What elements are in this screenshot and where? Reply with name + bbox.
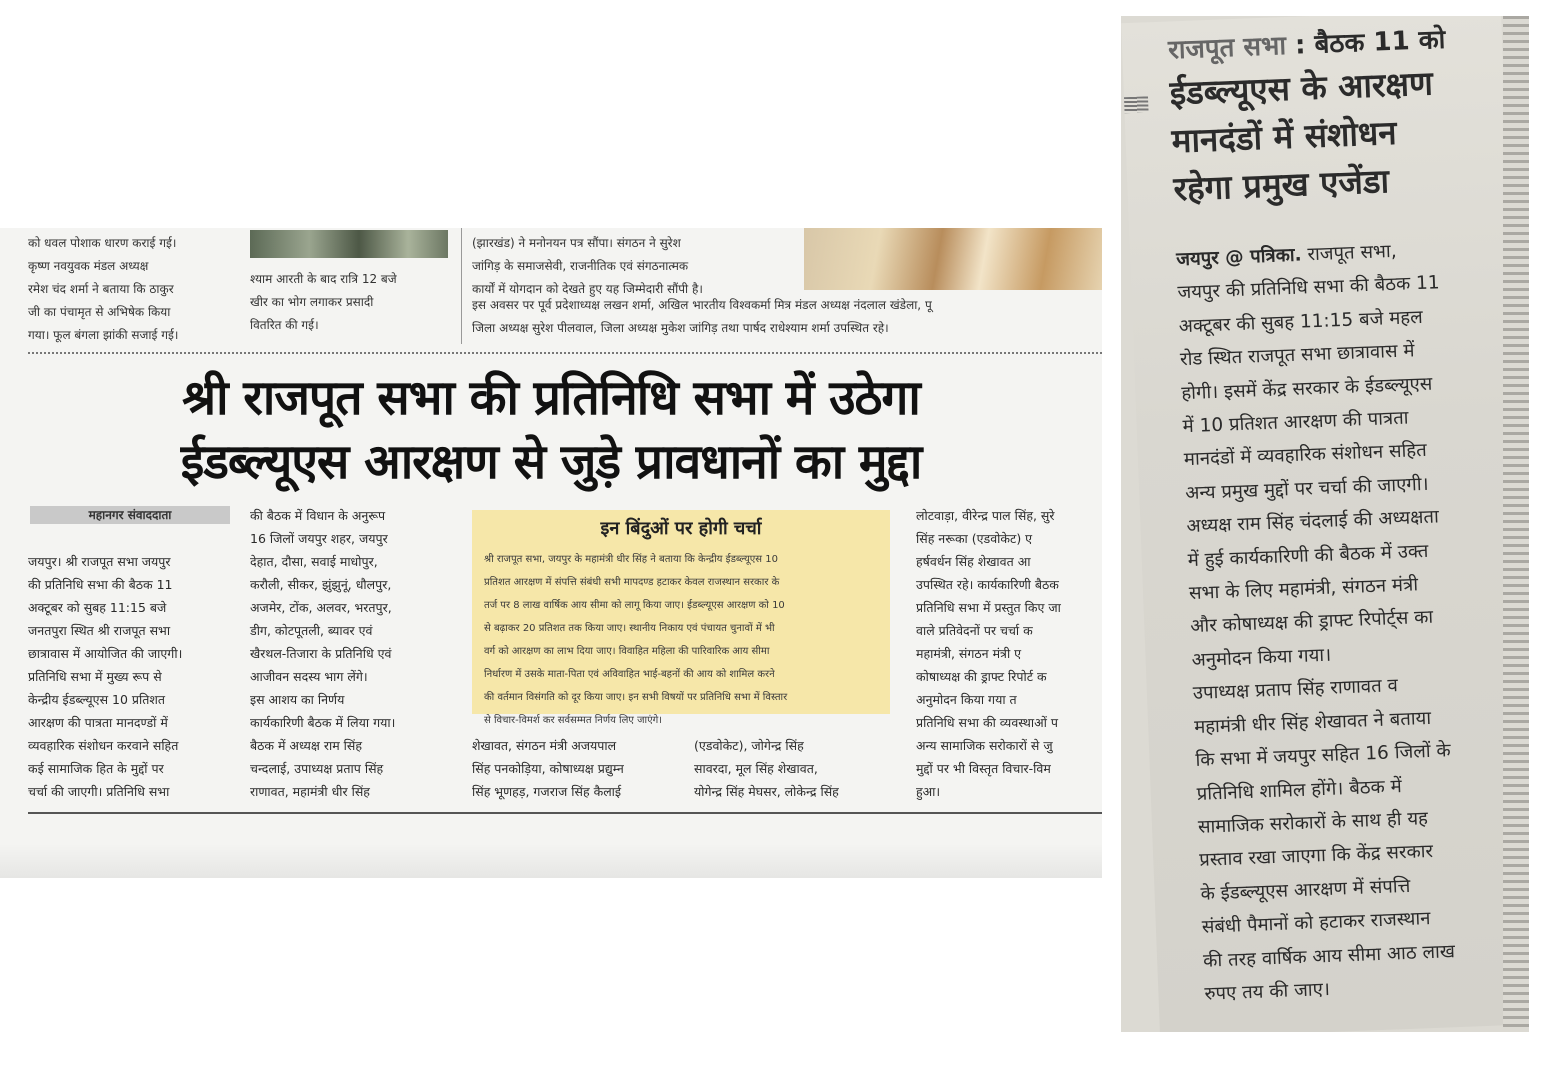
text-line: अन्य प्रमुख मुद्दों पर चर्चा की जाएगी। <box>1184 473 1429 505</box>
text-line: प्रतिनिधि शामिल होंगे। बैठक में <box>1196 775 1403 805</box>
text-line: हुआ। <box>916 784 941 799</box>
text-line: होगी। इसमें केंद्र सरकार के ईडब्ल्यूएस <box>1180 373 1433 404</box>
text-line: निर्धारण में उसके माता-पिता एवं अविवाहित भाई-बहनों की आय को शामिल करने <box>484 669 775 680</box>
plant-photo <box>250 230 448 258</box>
group-photo <box>804 228 1102 290</box>
body-col-2 <box>250 504 448 803</box>
text-line: की बैठक में विधान के अनुरूप <box>250 508 386 523</box>
text-line: देहात, दौसा, सवाई माधोपुर, <box>250 554 378 569</box>
top-col-3 <box>472 232 792 301</box>
text-line: अक्टूबर को सुबह 11:15 बजे <box>28 600 167 615</box>
text-line: से बढ़ाकर 20 प्रतिशत तक किया जाए। स्थानीय निकाय एवं पंचायत चुनावों में भी <box>484 623 775 634</box>
text-line: सामाजिक सरोकारों के साथ ही यह <box>1197 808 1429 838</box>
text-line: प्रतिनिधि सभा में प्रस्तुत किए जा <box>916 600 1061 615</box>
text-line: केन्द्रीय ईडब्ल्यूएस 10 प्रतिशत <box>28 692 166 707</box>
text-line: अनुमोदन किया गया। <box>1191 644 1332 671</box>
text-line: अक्टूबर की सुबह 11:15 बजे महल <box>1178 306 1424 338</box>
text-line: चर्चा की जाएगी। प्रतिनिधि सभा <box>28 784 170 799</box>
text-line: सभा के लिए महामंत्री, संगठन मंत्री <box>1188 574 1419 605</box>
text-line: अनुमोदन किया गया त <box>916 692 1017 707</box>
text-line: खैरथल-तिजारा के प्रतिनिधि एवं <box>250 646 392 661</box>
torn-edge <box>1503 16 1529 1032</box>
text-line: कई सामाजिक हित के मुद्दों पर <box>28 761 164 776</box>
text-line: अन्य सामाजिक सरोकारों से जु <box>916 738 1053 753</box>
text-line: (एडवोकेट), जोगेन्द्र सिंह <box>694 738 804 753</box>
text-line: को धवल पोशाक धारण कराई गई। <box>28 236 177 250</box>
text-line: प्रतिशत आरक्षण में संपत्ति संबंधी सभी मापदण्ड हटाकर केवल राजस्थान सरकार के <box>484 577 780 588</box>
column-divider <box>461 228 462 344</box>
text-line: जनतपुरा स्थित श्री राजपूत सभा <box>28 623 171 638</box>
text-line: जी का पंचामृत से अभिषेक किया <box>28 305 171 319</box>
text-line: राणावत, महामंत्री धीर सिंह <box>250 784 370 799</box>
text-line: महामंत्री धीर सिंह शेखावत ने बताया <box>1193 707 1432 738</box>
text-line: में 10 प्रतिशत आरक्षण की पात्रता <box>1182 407 1409 438</box>
margin-marks <box>1124 96 1149 113</box>
text-line: बैठक में अध्यक्ष राम सिंह <box>250 738 362 753</box>
text-line: सिंह पनकोड़िया, कोषाध्यक्ष प्रद्युम्न <box>472 761 624 776</box>
text-line: की वर्तमान विसंगति को दूर किया जाए। इन सभी विषयों पर प्रतिनिधि सभा में विस्तार <box>484 692 788 703</box>
text-line: प्रतिनिधि सभा की व्यवस्थाओं प <box>916 715 1058 730</box>
text-line: सिंह भूणहड़, गजराज सिंह कैलाई <box>472 784 622 799</box>
highlight-box <box>472 510 890 726</box>
text-line: श्री राजपूत सभा, जयपुर के महामंत्री धीर सिंह ने बताया कि केन्द्रीय ईडब्ल्यूएस 10 <box>484 554 778 565</box>
text-line: अजमेर, टोंक, अलवर, भरतपुर, <box>250 600 392 615</box>
text-line: और कोषाध्यक्ष की ड्राफ्ट रिपोर्ट्स का <box>1189 607 1434 638</box>
text-line: कार्यों में योगदान को देखते हुए यह जिम्मेदारी सौंपी है। <box>472 282 703 296</box>
text-line: कोषाध्यक्ष की ड्राफ्ट रिपोर्ट क <box>916 669 1047 684</box>
text-line: वितरित की गई। <box>250 318 319 332</box>
text-line: कि सभा में जयपुर सहित 16 जिलों के <box>1195 740 1452 772</box>
paper-sheet <box>1121 16 1529 1032</box>
text-line: लोटवाड़ा, वीरेन्द्र पाल सिंह, सुरे <box>916 508 1055 523</box>
left-newspaper-clipping <box>0 228 1102 878</box>
text-line: इस आशय का निर्णय <box>250 692 345 707</box>
text-line: आजीवन सदस्य भाग लेंगे। <box>250 669 368 684</box>
right-headline <box>1167 19 1494 213</box>
dateline: जयपुर @ पत्रिका. <box>1175 244 1303 271</box>
text-line: श्याम आरती के बाद रात्रि 12 बजे <box>250 272 397 286</box>
text-line: तर्ज पर 8 लाख वार्षिक आय सीमा को लागू किया जाए। ईडब्ल्यूएस आरक्षण को 10 <box>484 600 785 611</box>
text-line: रुपए तय की जाए। <box>1204 978 1331 1005</box>
main-headline <box>0 366 1102 494</box>
first-line-text: राजपूत सभा, <box>1301 240 1398 266</box>
headline-line: मानदंडों में संशोधन <box>1170 112 1398 161</box>
text-line: इस अवसर पर पूर्व प्रदेशाध्यक्ष लखन शर्मा, अखिल भारतीय विश्वकर्मा मित्र मंडल अध्यक्ष नंदलाल खंडेला, पू <box>472 298 932 312</box>
text-line: आरक्षण की पात्रता मानदण्डों में <box>28 715 168 730</box>
text-line: मानदंडों में व्यवहारिक संशोधन सहित <box>1183 440 1428 471</box>
top-strip <box>0 228 1102 348</box>
kicker-label: राजपूत सभा <box>1167 30 1287 66</box>
headline-line: ईडब्ल्यूएस के आरक्षण <box>1169 63 1434 113</box>
text-line: संबंधी पैमानों को हटाकर राजस्थान <box>1201 908 1431 938</box>
text-line: उपस्थित रहे। कार्यकारिणी बैठक <box>916 577 1059 592</box>
text-line: व्यवहारिक संशोधन करवाने सहित <box>28 738 179 753</box>
text-line: वर्ग को आरक्षण का लाभ दिया जाए। विवाहित महिला की पारिवारिक आय सीमा <box>484 646 770 657</box>
text-line: कृष्ण नवयुवक मंडल अध्यक्ष <box>28 259 149 273</box>
text-line: जयपुर की प्रतिनिधि सभा की बैठक 11 <box>1177 272 1441 304</box>
body-col-5 <box>916 504 1102 803</box>
text-line: सावरदा, मूल सिंह शेखावत, <box>694 761 818 776</box>
top-wide-text <box>472 294 1102 340</box>
right-body <box>1176 231 1529 1011</box>
body-col-4 <box>694 734 894 803</box>
headline-line: रहेगा प्रमुख एजेंडा <box>1172 161 1390 209</box>
text-line: रमेश चंद शर्मा ने बताया कि ठाकुर <box>28 282 174 296</box>
text-line: मुद्दों पर भी विस्तृत विचार-विम <box>916 761 1051 776</box>
text-line: योगेन्द्र सिंह मेघसर, लोकेन्द्र सिंह <box>694 784 839 799</box>
bottom-rule <box>28 812 1102 814</box>
text-line: गया। फूल बंगला झांकी सजाई गई। <box>28 328 179 342</box>
text-line: कार्यकारिणी बैठक में लिया गया। <box>250 715 396 730</box>
text-line: सिंह नरूका (एडवोकेट) ए <box>916 531 1033 546</box>
text-line: करौली, सीकर, झुंझुनूं, धौलपुर, <box>250 577 392 592</box>
headline-line-2: ईडब्ल्यूएस आरक्षण से जुड़े प्रावधानों का मुद्दा <box>180 434 922 490</box>
text-line: शेखावत, संगठन मंत्री अजयपाल <box>472 738 617 753</box>
text-line: 16 जिलों जयपुर शहर, जयपुर <box>250 531 388 546</box>
text-line: में हुई कार्यकारिणी की बैठक में उक्त <box>1187 540 1429 571</box>
top-col-1 <box>28 232 228 347</box>
kicker-text: : बैठक 11 को <box>1294 24 1446 61</box>
text-line: प्रतिनिधि सभा में मुख्य रूप से <box>28 669 162 684</box>
byline: महानगर संवाददाता <box>30 506 230 524</box>
box-body <box>484 548 880 732</box>
headline-line-1: श्री राजपूत सभा की प्रतिनिधि सभा में उठेगा <box>182 370 920 426</box>
box-title: इन बिंदुओं पर होगी चर्चा <box>600 518 762 539</box>
text-line: जांगिड़ के समाजसेवी, राजनीतिक एवं संगठनात्मक <box>472 259 689 273</box>
text-line: जिला अध्यक्ष सुरेश पीलवाल, जिला अध्यक्ष मुकेश जांगिड़ तथा पार्षद राधेश्याम शर्मा उपस्थित रहे। <box>472 321 889 335</box>
right-newspaper-clipping <box>1121 16 1529 1032</box>
text-line: महामंत्री, संगठन मंत्री ए <box>916 646 1022 661</box>
text-line: जयपुर। श्री राजपूत सभा जयपुर <box>28 554 171 569</box>
text-line: हर्षवर्धन सिंह शेखावत आ <box>916 554 1031 569</box>
text-line: प्रस्ताव रखा जाएगा कि केंद्र सरकार <box>1198 841 1434 872</box>
page-shadow <box>0 844 1102 878</box>
body-col-3 <box>472 734 672 803</box>
text-line: की तरह वार्षिक आय सीमा आठ लाख <box>1202 940 1456 972</box>
text-line: अध्यक्ष राम सिंह चंदलाई की अध्यक्षता <box>1186 506 1440 538</box>
text-line: (झारखंड) ने मनोनयन पत्र सौंपा। संगठन ने सुरेश <box>472 236 681 250</box>
text-line: के ईडब्ल्यूएस आरक्षण में संपत्ति <box>1200 875 1411 905</box>
text-line: से विचार-विमर्श कर सर्वसम्मत निर्णय लिए जाएंगे। <box>484 715 663 726</box>
text-line: डीग, कोटपूतली, ब्यावर एवं <box>250 623 373 638</box>
top-col-2 <box>250 268 448 337</box>
text-line: रोड स्थित राजपूत सभा छात्रावास में <box>1179 340 1415 371</box>
text-line: चन्दलाई, उपाध्यक्ष प्रताप सिंह <box>250 761 384 776</box>
text-line: की प्रतिनिधि सभा की बैठक 11 <box>28 577 173 592</box>
text-line: उपाध्यक्ष प्रताप सिंह राणावत व <box>1192 675 1399 705</box>
dotted-divider <box>28 352 1102 354</box>
body-col-1 <box>28 550 228 803</box>
text-line: खीर का भोग लगाकर प्रसादी <box>250 295 374 309</box>
text-line: छात्रावास में आयोजित की जाएगी। <box>28 646 183 661</box>
text-line: वाले प्रतिवेदनों पर चर्चा क <box>916 623 1033 638</box>
